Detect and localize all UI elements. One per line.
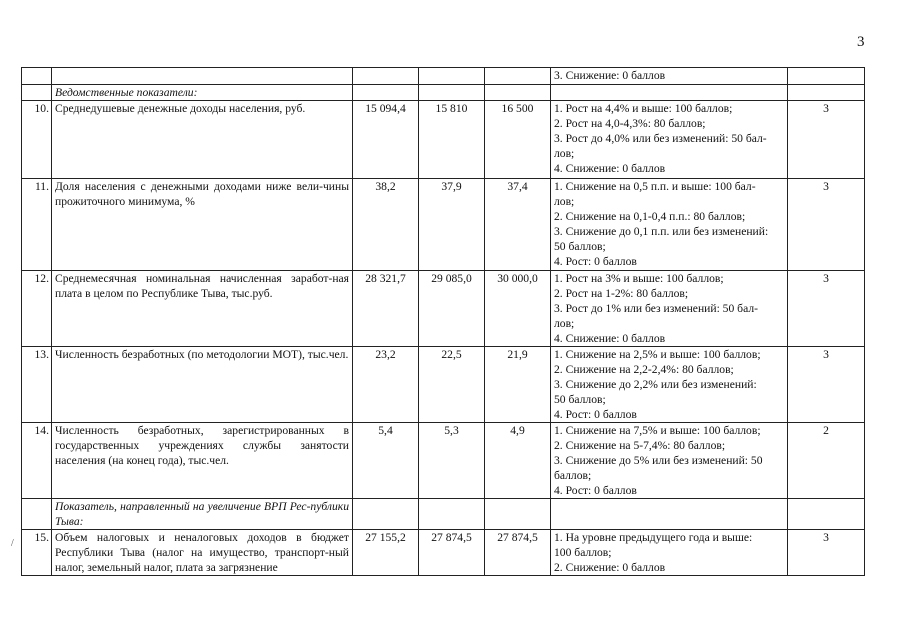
criteria-cell [551,179,788,271]
score: 3 [788,179,865,271]
value-year-2: 27 874,5 [419,530,485,576]
value-year-2: 15 810 [419,101,485,179]
criteria-line: 1. Рост на 3% и выше: 100 баллов; [554,272,724,285]
criteria-cell [551,423,788,499]
value-year-1: 28 321,7 [353,271,419,347]
criteria-line: 3. Рост до 4,0% или без изменений: 50 бал- [554,132,767,145]
margin-mark: / [11,538,14,549]
criteria-line: 2. Снижение на 5-7,4%: 80 баллов; [554,439,726,452]
score: 3 [788,530,865,576]
criteria-line: 3. Снижение до 5% или без изменений: 50 [554,454,763,467]
score: 3 [788,101,865,179]
criteria-line: 1. Снижение на 7,5% и выше: 100 баллов; [554,424,761,437]
criteria-line: 4. Снижение: 0 баллов [554,332,666,345]
criteria-line: 2. Рост на 4,0-4,3%: 80 баллов; [554,117,706,130]
criteria-line: 3. Рост до 1% или без изменений: 50 бал- [554,302,758,315]
criteria-line: баллов; [554,469,592,482]
criteria-line: 4. Снижение: 0 баллов [554,162,666,175]
criteria-line: 4. Рост: 0 баллов [554,484,637,497]
page-number: 3 [857,34,865,50]
criteria-line: 4. Рост: 0 баллов [554,408,637,421]
criteria-line: 50 баллов; [554,240,606,253]
criteria-line: 2. Снижение на 2,2-2,4%: 80 баллов; [554,363,734,376]
value-year-1: 23,2 [353,347,419,423]
criteria-line: 3. Снижение до 0,1 п.п. или без изменений: [554,225,769,238]
section-heading: Показатель, направленный на увеличение ВРП Рес-публики Тыва: [52,499,353,530]
section-row [22,85,865,101]
value-year-3: 4,9 [485,423,551,499]
value-year-3: 30 000,0 [485,271,551,347]
value-year-1: 5,4 [353,423,419,499]
criteria-line: 2. Рост на 1-2%: 80 баллов; [554,287,689,300]
criteria-line: лов; [554,195,575,208]
section-heading: Ведомственные показатели: [52,85,353,101]
value-year-1: 38,2 [353,179,419,271]
section-row [22,499,865,530]
indicators-table [21,67,865,576]
table-row [22,347,865,423]
criteria-line: 1. На уровне предыдущего года и выше: [554,531,753,544]
value-year-2: 22,5 [419,347,485,423]
indicator-name: Среднемесячная номинальная начисленная заработ-ная плата в целом по Республике Тыва, тыс.руб. [52,271,353,347]
table-row [22,423,865,499]
criteria-line: лов; [554,147,575,160]
value-year-3: 16 500 [485,101,551,179]
row-number: 15. [22,530,52,576]
value-year-3: 37,4 [485,179,551,271]
criteria-cell [551,271,788,347]
criteria-line: 2. Снижение на 0,1-0,4 п.п.: 80 баллов; [554,210,746,223]
criteria-line: 1. Снижение на 2,5% и выше: 100 баллов; [554,348,761,361]
criteria-cell [551,347,788,423]
table-row [22,530,865,576]
table-row [22,101,865,179]
criteria-line: 1. Снижение на 0,5 п.п. и выше: 100 бал- [554,180,756,193]
table-row-top [22,68,865,85]
criteria-line: 2. Снижение: 0 баллов [554,561,666,574]
criteria-line: 4. Рост: 0 баллов [554,255,637,268]
value-year-1: 27 155,2 [353,530,419,576]
criteria-line: 50 баллов; [554,393,606,406]
criteria-line: 100 баллов; [554,546,612,559]
criteria-cell [551,101,788,179]
criteria-cell [551,530,788,576]
criteria-line: 3. Снижение до 2,2% или без изменений: [554,378,757,391]
score: 3 [788,271,865,347]
value-year-1: 15 094,4 [353,101,419,179]
value-year-2: 29 085,0 [419,271,485,347]
indicator-name: Численность безработных, зарегистрированных в государственных учреждениях службы занятости населения (на конец года), тыс.чел. [52,423,353,499]
value-year-2: 5,3 [419,423,485,499]
value-year-3: 21,9 [485,347,551,423]
indicator-name: Численность безработных (по методологии МОТ), тыс.чел. [52,347,353,423]
value-year-3: 27 874,5 [485,530,551,576]
score: 2 [788,423,865,499]
row-number: 10. [22,101,52,179]
criteria-cell [551,68,788,85]
indicator-name: Среднедушевые денежные доходы населения, руб. [52,101,353,179]
row-number: 13. [22,347,52,423]
indicator-name: Объем налоговых и неналоговых доходов в бюджет Республики Тыва (налог на имущество, транспорт-ный налог, земельный налог, плата за загрязнение [52,530,353,576]
criteria-line: 3. Снижение: 0 баллов [554,69,666,82]
table-row [22,179,865,271]
score: 3 [788,347,865,423]
indicator-name: Доля населения с денежными доходами ниже вели-чины прожиточного минимума, % [52,179,353,271]
table-row [22,271,865,347]
row-number: 14. [22,423,52,499]
row-number: 12. [22,271,52,347]
row-number: 11. [22,179,52,271]
criteria-line: лов; [554,317,575,330]
criteria-line: 1. Рост на 4,4% и выше: 100 баллов; [554,102,733,115]
value-year-2: 37,9 [419,179,485,271]
